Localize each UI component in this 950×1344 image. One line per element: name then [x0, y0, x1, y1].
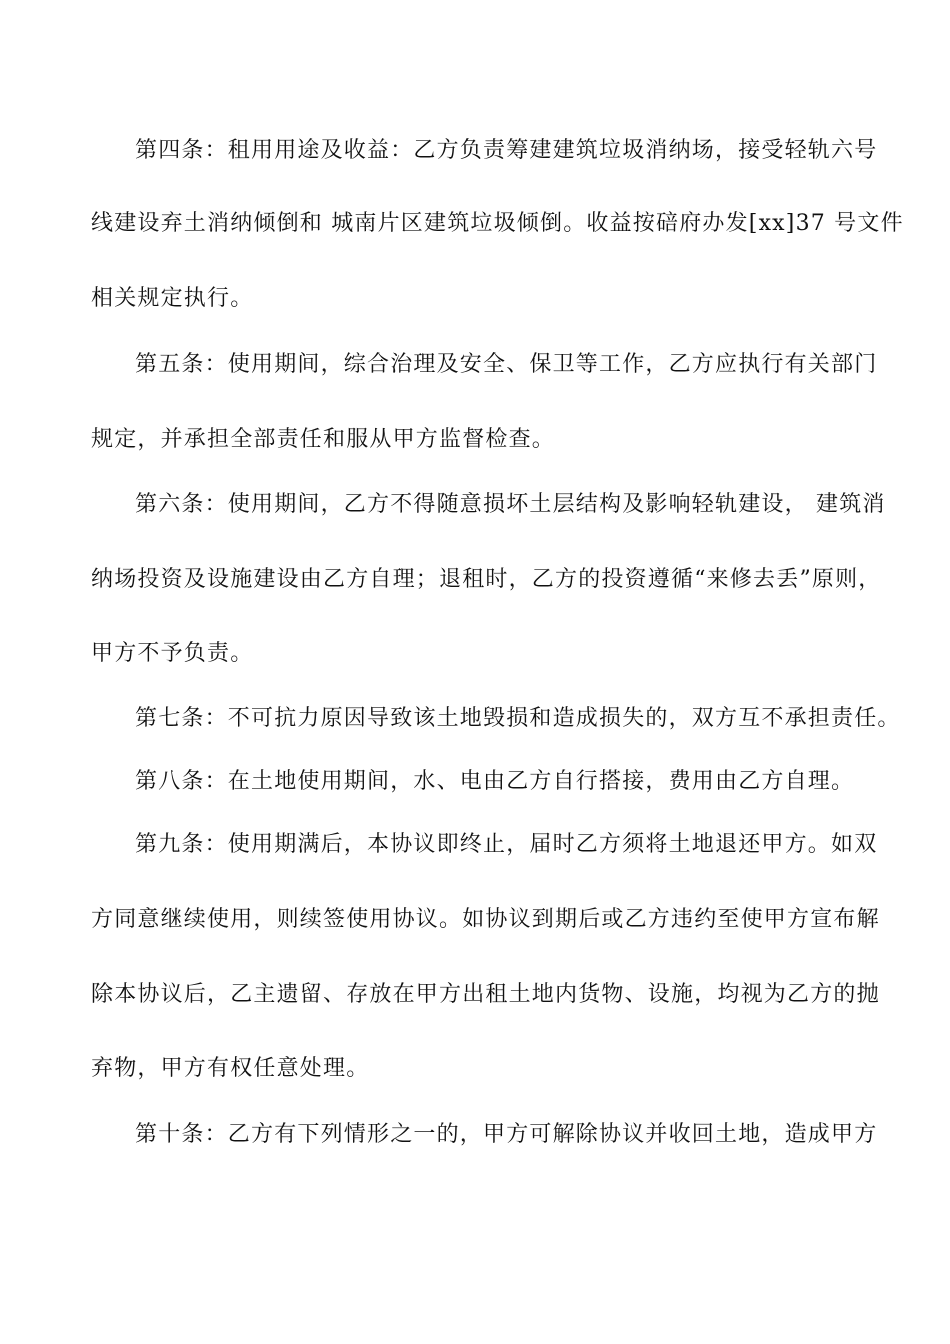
- article-4-line-1: 第四条：租用用途及收益：乙方负责筹建建筑垃圾消纳场，接受轻轨六号: [135, 138, 878, 163]
- article-9-line-1: 第九条：使用期满后，本协议即终止，届时乙方须将土地退还甲方。如双: [135, 832, 878, 857]
- article-6-line-1: 第六条：使用期间，乙方不得随意损坏土层结构及影响轻轨建设， 建筑消: [135, 492, 886, 517]
- article-9-line-3: 除本协议后，乙主遗留、存放在甲方出租土地内货物、设施，均视为乙方的抛: [91, 982, 880, 1007]
- article-5-line-2: 规定，并承担全部责任和服从甲方监督检查。: [91, 427, 556, 452]
- article-9-line-2: 方同意继续使用，则续签使用协议。如协议到期后或乙方违约至使甲方宣布解: [91, 907, 880, 932]
- article-8-line-1: 第八条：在土地使用期间，水、电由乙方自行搭接，费用由乙方自理。: [135, 769, 855, 794]
- article-7-line-1: 第七条：不可抗力原因导致该土地毁损和造成损失的，双方互不承担责任。: [135, 706, 901, 731]
- article-6-line-3: 甲方不予负责。: [91, 641, 254, 666]
- article-4-line-2: 线建设弃土消纳倾倒和 城南片区建筑垃圾倾倒。收益按碚府办发[xx]37 号文件: [91, 211, 904, 236]
- article-9-line-4: 弃物，甲方有权任意处理。: [91, 1056, 370, 1081]
- article-5-line-1: 第五条：使用期间，综合治理及安全、保卫等工作，乙方应执行有关部门: [135, 352, 878, 377]
- article-4-line-3: 相关规定执行。: [91, 286, 254, 311]
- article-6-line-2: 纳场投资及设施建设由乙方自理；退租时，乙方的投资遵循“来修去丢”原则，: [91, 567, 882, 592]
- article-10-line-1: 第十条：乙方有下列情形之一的，甲方可解除协议并收回土地，造成甲方: [135, 1122, 878, 1147]
